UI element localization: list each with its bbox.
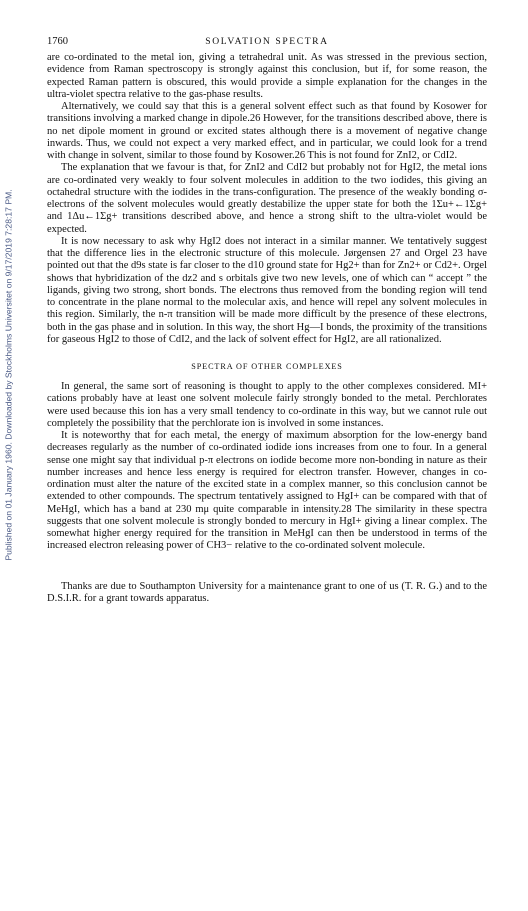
paragraph: In general, the same sort of reasoning is thought to apply to the other complexes considered. MI+ cations probably have at least one solvent molecule fairly strongly bonded to the metal. Perchlorates were used because this ion has a very small tendency to co-ordinate in this way, but we cannot rule out completely the possibility that the perchlorate ion is involved in some instances. [47,381,487,429]
download-watermark [3,160,15,590]
paragraph: It is noteworthy that for each metal, the energy of maximum absorption for the low-energy band decreases regularly as the number of co-ordinated iodide ions increases from one to four. In a general sense one might say that individual p-π electrons on iodide become more non-bonding in nature as their number increases and hence less energy is required for electron transfer. However, changes in co-ordination must alter the nature of the excited state in a complex manner, so this conclusion cannot be extended to other compounds. The spectrum tentatively assigned to HgI+ can be compared with that of MeHgI, which has a band at 230 mμ quite comparable in intensity.28 The similarity in these spectra suggests that one solvent molecule is strongly bonded to mercury in HgI+ giving a linear complex. The somewhat higher energy required for the transition in MeHgI can then be understood in terms of the increased electron releasing power of CH3− relative to the co-ordinated solvent molecule. [47,430,487,552]
page-number: 1760 [47,36,68,47]
paragraph: are co-ordinated to the metal ion, giving a tetrahedral unit. As was stressed in the previous section, evidence from Raman spectroscopy is strongly against this conclusion, but if, for some reason, the expected Raman pattern is obscured, this would provide a simple explanation for the changes in the ultra-violet spectra relative to the gas-phase results. [47,52,487,100]
paragraph: Alternatively, we could say that this is a general solvent effect such as that found by Kosower for transitions involving a marked change in dipole.26 However, for the transitions described above, there is no net dipole moment in ground or excited states although there is a movement of negative change inwards. Thus, we could not expect a very marked effect, and in particular, we could look for a trend with change in solvent, similar to those found by Kosower.26 This is not found for ZnI2, or CdI2. [47,101,487,161]
page [47,36,487,605]
running-header [47,36,487,52]
section-heading: SPECTRA OF OTHER COMPLEXES [191,362,343,371]
acknowledgement: Thanks are due to Southampton University for a maintenance grant to one of us (T. R. G.) and to the D.S.I.R. for a grant towards apparatus. [47,580,487,604]
download-notice: Published on 01 January 1960. Downloaded by Stockholms Universitet on 9/17/2019 7:28:17 PM. [4,189,15,561]
paragraph: It is now necessary to ask why HgI2 does not interact in a similar manner. We tentatively suggest that the difference lies in the electronic structure of this molecule. Jørgensen 27 and Orgel 23 have pointed out that the d9s state is far closer to the d10 ground state for Hg2+ than for Zn2+ or Cd2+. Orgel shows that hybridization of the dz2 and s orbitals give two new levels, one of which can “ accept ” the ligands, giving two strong, short bonds. The electrons thus removed from the bonding region will tend to concentrate in the plane normal to the molecular axis, and hence will repel any solvent molecules in this region. Similarly, the n-π transition will be made more difficult by the presence of these electrons, both in the gas phase and in solution. In this way, the short Hg—I bonds, the proximity of the transitions for gaseous HgI2 to those of CdI2, and the lack of solvent effect for HgI2, are all rationalized. [47,235,487,345]
paragraph: The explanation that we favour is that, for ZnI2 and CdI2 but probably not for HgI2, the metal ions are co-ordinated very weakly to four solvent molecules in addition to the two iodides, this giving an octahedral structure with the iodides in the trans-configuration. The presence of the weakly bonding σ-electrons of the solvent molecules would greatly destabilize the upper state for both the 1Σu+←1Σg+ and 1Δu←1Σg+ transitions described above, and hence a strong shift to the ultra-violet would be expected. [47,162,487,235]
running-title: SOLVATION SPECTRA [205,36,329,47]
